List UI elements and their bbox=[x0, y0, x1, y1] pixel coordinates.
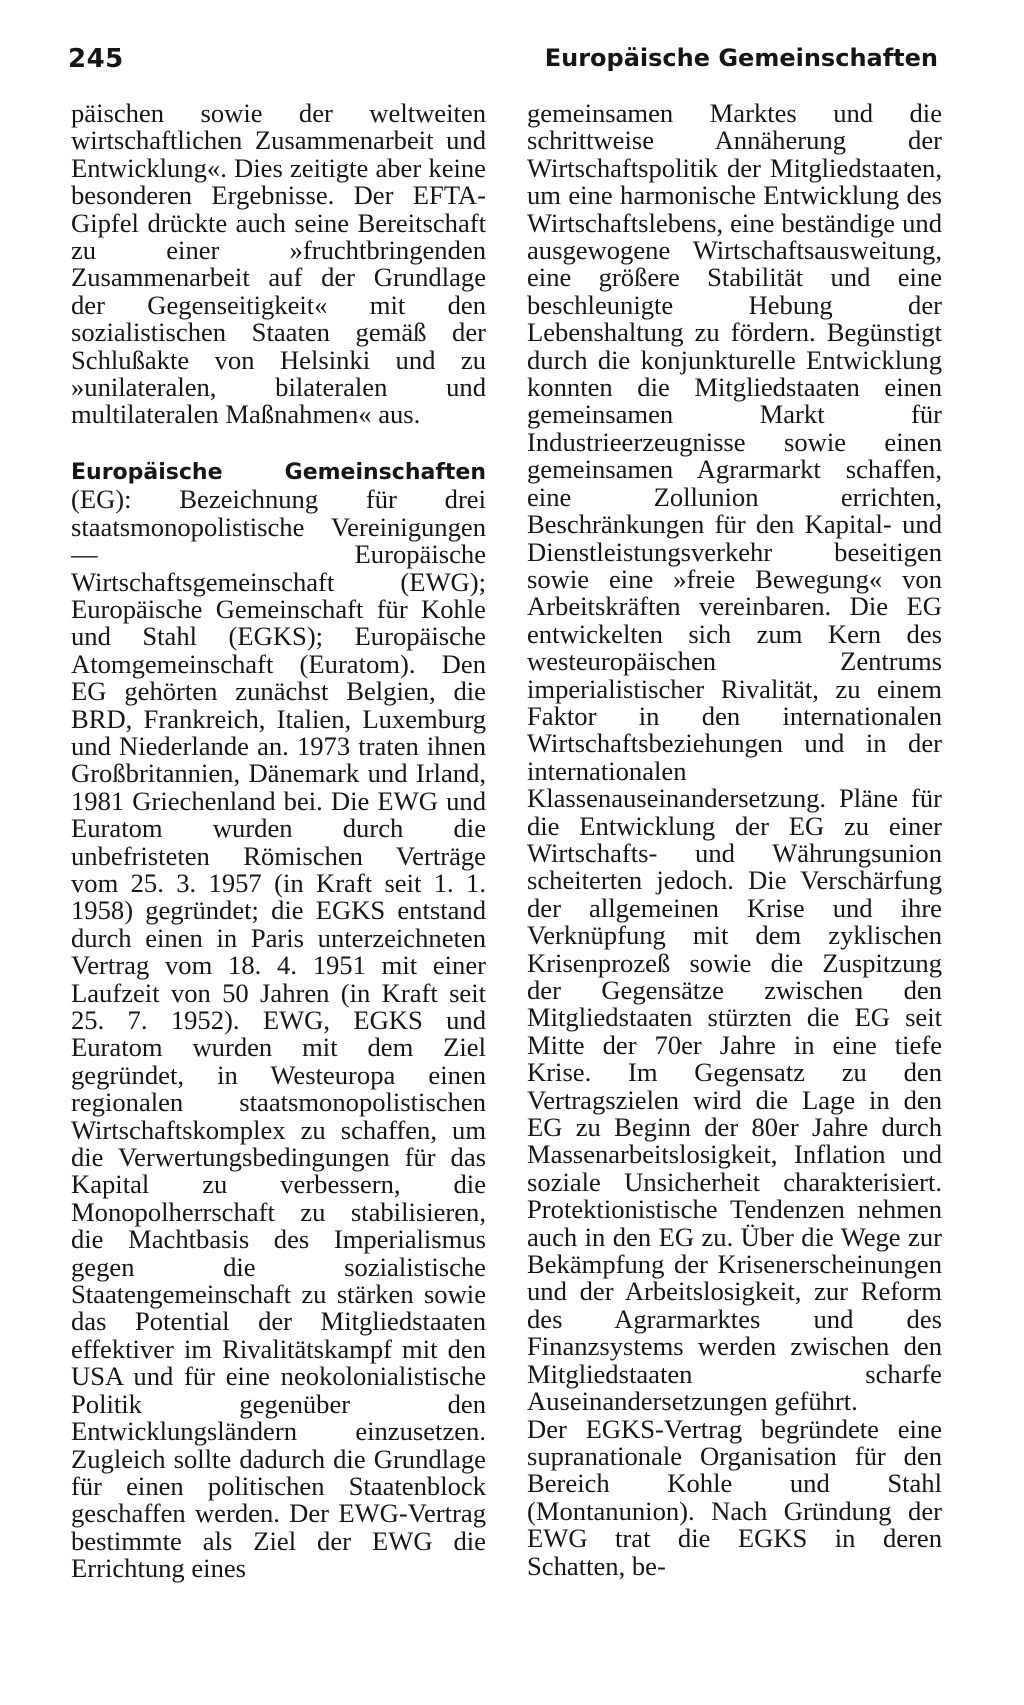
running-head: Europäische Gemeinschaften bbox=[544, 44, 938, 72]
body-paragraph-2: Der EGKS-Vertrag begründete eine supranationale Organisation für den Bereich Kohle und Stahl (Montanunion). Nach Gründung der EWG trat die EGKS in deren Schatten, be- bbox=[527, 1413, 942, 1581]
body-paragraph-1: gemeinsamen Marktes und die schrittweise Annäherung der Wirtschaftspolitik der Mitgliedstaaten, um eine harmonische Entwicklung des Wirtschaftslebens, eine beständige und ausgewogene Wirtschaftsausweitung, eine größere Stabilität und eine beschleunigte Hebung der Lebenshaltung zu fördern. Begünstigt durch die konjunkturelle Entwicklung konnten die Mitgliedstaaten einen gemeinsamen Markt für Industrieerzeugnisse sowie einen gemeinsamen Agrarmarkt schaffen, eine Zollunion errichten, Beschränkungen für den Kapital- und Dienstleistungsverkehr beseitigen sowie eine »freie Bewegung« von Arbeitskräften vereinbaren. Die EG entwickelten sich zum Kern des westeuropäischen Zentrums imperialistischer Rivalität, zu einem Faktor in den internationalen Wirtschaftsbeziehungen und in der internationalen Klassenauseinandersetzung. Pläne für die Entwicklung der EG zu einer Wirtschafts- und Währungsunion scheiterten jedoch. Die Verschärfung der allgemeinen Krise und ihre Verknüpfung mit dem zyklischen Krisenprozeß sowie die Zuspitzung der Gegensätze zwischen den Mitgliedstaaten stürzten die EG seit Mitte der 70er Jahre in eine tiefe Krise. Im Gegensatz zu den Vertragszielen wird die Lage in den EG zu Beginn der 80er Jahre durch Massenarbeitslosigkeit, Inflation und soziale Unsicherheit charakterisiert. Protektionistische Tendenzen nehmen auch in den EG zu. Über die Wege zur Bekämpfung der Krisenerscheinungen und der Arbeitslosigkeit, zur Reform des Agrarmarktes und des Finanzsystems werden zwischen den Mitgliedstaaten scharfe Auseinandersetzungen geführt. bbox=[527, 98, 942, 1417]
continuation-paragraph: päischen sowie der weltweiten wirtschaftlichen Zusammenarbeit und Entwicklung«. Dies zeitigte aber keine besonderen Ergebnisse. Der EFTA-Gipfel drückte auch seine Bereitschaft zu einer »fruchtbringenden Zusammenarbeit auf der Grundlage der Gegenseitigkeit« mit den sozialistischen Staaten gemäß der Schlußakte von Helsinki und zu »unilateralen, bilateralen und multilateralen Maßnahmen« aus. bbox=[71, 98, 486, 430]
paragraph-gap bbox=[71, 429, 486, 457]
entry-title: Europäische Gemeinschaften bbox=[71, 459, 486, 485]
right-column bbox=[527, 100, 942, 1580]
entry-paragraph bbox=[71, 457, 486, 1583]
left-column bbox=[71, 100, 486, 1583]
page-header bbox=[68, 44, 938, 84]
entry-body: (EG): Bezeichnung für drei staatsmonopolistische Vereinigungen — Europäische Wirtschaftsgemeinschaft (EWG); Europäische Gemeinschaft für Kohle und Stahl (EGKS); Europäische Atomgemeinschaft (Euratom). Den EG gehörten zunächst Belgien, die BRD, Frankreich, Italien, Luxemburg und Niederlande an. 1973 traten ihnen Großbritannien, Dänemark und Irland, 1981 Griechenland bei. Die EWG und Euratom wurden durch die unbefristeten Römischen Verträge vom 25. 3. 1957 (in Kraft seit 1. 1. 1958) gegründet; die EGKS entstand durch einen in Paris unterzeichneten Vertrag vom 18. 4. 1951 mit einer Laufzeit von 50 Jahren (in Kraft seit 25. 7. 1952). EWG, EGKS und Euratom wurden mit dem Ziel gegründet, in Westeuropa einen regionalen staatsmonopolistischen Wirtschaftskomplex zu schaffen, um die Verwertungsbedingungen für das Kapital zu verbessern, die Monopolherrschaft zu stabilisieren, die Machtbasis des Imperialismus gegen die sozialistische Staatengemeinschaft zu stärken sowie das Potential der Mitgliedstaaten effektiver im Rivalitätskampf mit den USA und für eine neokolonialistische Politik gegenüber den Entwicklungsländern einzusetzen. Zugleich sollte dadurch die Grundlage für einen politischen Staatenblock geschaffen werden. Der EWG-Vertrag bestimmte als Ziel der EWG die Errichtung eines bbox=[71, 484, 486, 1584]
page-number: 245 bbox=[68, 44, 124, 74]
